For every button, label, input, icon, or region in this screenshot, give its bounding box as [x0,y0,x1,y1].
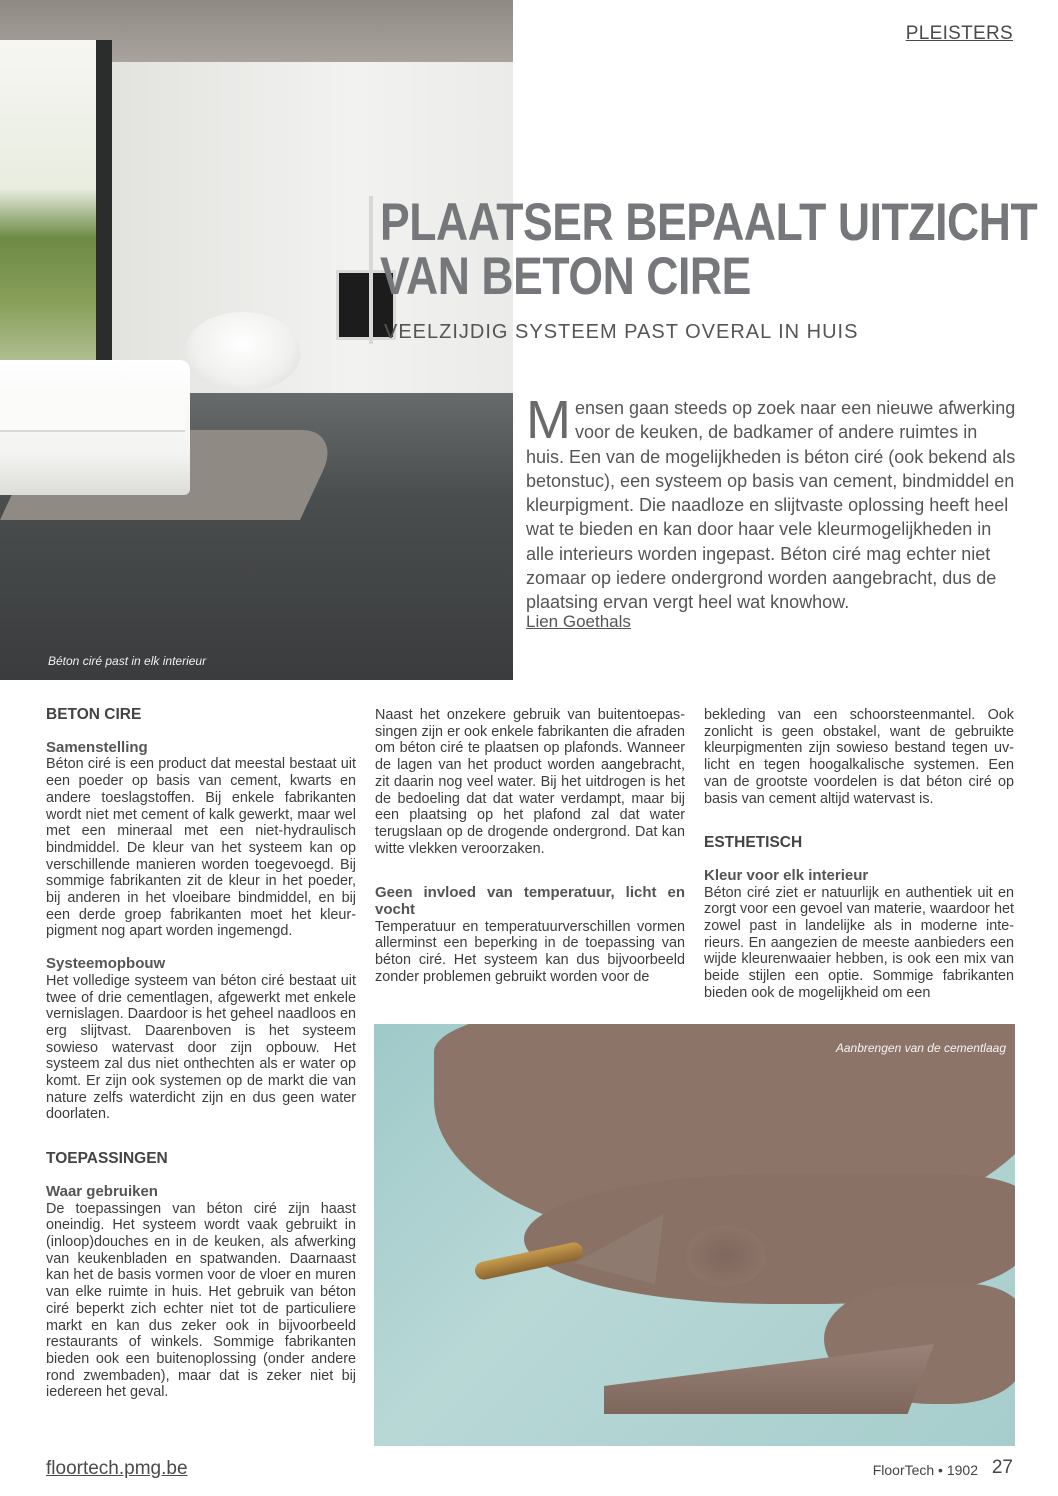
sub-heading: Samenstelling [46,738,148,756]
hero-caption: Béton ciré past in elk interieur [48,654,207,668]
photo-sofa-seat [0,390,185,432]
section-tag[interactable]: PLEISTERS [905,23,1013,44]
body-paragraph: Béton ciré is een product dat meestal bestaat uit een poeder op basis van cement, kwarts en andere toeslagstoffen. Bij enkele fabrikanten wordt niet met cement of kalk gewerkt, maar wel met een mineraal met een niet-hydraulisch bindmiddel. De kleur van het systeem kan op verschillende manieren worden toegevoegd. Bij sommige fabrikanten zit de kleur in het poeder, bij anderen in het vloeibare bindmiddel, en bij een derde groep fabrikanten moet het kleurpigment nog apart worden ingemengd. [46,756,356,940]
sub-heading: Geen invloed van temperatuur, licht en vocht [375,884,685,919]
intro-paragraph [526,390,1016,615]
photo-cement-dollop [686,1226,766,1286]
body-column-2 [375,707,685,986]
photo-window [0,40,110,370]
title-line-1: PLAATSER BEPAALT UITZICHT [380,193,1038,252]
article-title [380,193,1038,306]
photo-window-frame [96,40,112,390]
photo-trowel [604,1344,934,1414]
sub-heading: Waar gebruiken [46,1182,158,1200]
body-paragraph: Béton ciré ziet er natuurlijk en authentiek uit en zorgt voor een gevoel van materie, waardoor het zowel past in landelijke als in moderne interieurs. En aangezien de meeste aanbieders een wijde kleurenwaaier hebben, is ook een mix van beide stijlen een optie. Sommige fabrikanten bieden ook de mogelijkheid om een [704,884,1014,1001]
body-paragraph: bekleding van een schoorsteenmantel. Ook zonlicht is geen obstakel, want de gebruikte kleurpigmenten zijn sowieso bestand tegen uv-licht en tegen hoogalkalische systemen. Een van de grootste voordelen is dat béton ciré op basis van cement altijd watervast is. [704,707,1014,807]
plaster-photo [374,1024,1015,1446]
sub-heading: Kleur voor elk interieur [704,866,869,884]
body-paragraph: De toepassingen van béton ciré zijn haast oneindig. Het systeem wordt vaak gebruikt in (inloop)douches en in de keuken, als afwerking van keukenbladen en spatwanden. Daarnaast kan het de basis vormen voor de vloer en muren van elke ruimte in huis. Het gebruik van béton ciré beperkt zich echter niet tot de particuliere markt en kan dus zeker ook in bijvoorbeeld restaurants of winkels. Sommige fabrikanten bieden ook een buitenoplossing (onder andere rond zwembaden), maar dat is zeker niet bij iedereen het geval. [46,1200,356,1401]
author-byline[interactable]: Lien Goethals [526,612,631,631]
article-subtitle: VEELZIJDIG SYSTEEM PAST OVERAL IN HUIS [384,321,859,343]
section-heading: BETON CIRE [46,706,142,723]
drop-cap: M [526,390,571,450]
body-paragraph: Het volledige systeem van béton ciré bestaat uit twee of drie cementlagen, afgewerkt met enkele vernislagen. Daardoor is het geheel naadloos en erg slijtvast. Daarenboven is het systeem sowieso watervast door zijn opbouw. Het systeem zal dus niet onthechten als er water op komt. Er zijn ook systemen op de markt die van nature zelfs waterdicht zijn en dus geen water doorlaten. [46,972,356,1123]
sub-heading: Systeemopbouw [46,955,166,973]
photo-pouf [185,312,300,390]
footer-magazine-issue: FloorTech • 1902 [872,1462,978,1478]
title-accent-bar [369,196,373,344]
plaster-caption: Aanbrengen van de cementlaag [835,1041,1006,1055]
body-column-3 [704,707,1014,1002]
footer-website-link[interactable]: floortech.pmg.be [46,1458,188,1479]
body-paragraph: Naast het onzekere gebruik van buitentoepassingen zijn er ook enkele fabrikanten die afraden om béton ciré te plaatsen op plafonds. Wanneer de lagen van het product worden aangebracht, zit daarin nog veel water. Bij het uitdrogen is het de bedoeling dat dat water verdampt, maar bij een plaatsing op het plafond zal dat water terugslaan op de drogende ondergrond. Dat kan witte vlekken veroorzaken. [375,707,685,857]
section-heading: TOEPASSINGEN [46,1150,168,1168]
page-number: 27 [991,1457,1013,1478]
body-paragraph: Temperatuur en temperatuurverschillen vormen allerminst een beperking in de toepassing van béton ciré. Het systeem kan dus bijvoorbeeld zonder problemen gebruikt worden voor de [375,918,685,985]
body-column-1 [46,707,356,1401]
section-heading: ESTHETISCH [704,834,803,852]
intro-text: ensen gaan steeds op zoek naar een nieuwe afwerking voor de keuken, de badkamer of andere ruimtes in huis. Een van de mogelijkheden is béton ciré (ook bekend als betonstuc), een systeem op basis van cement, bindmiddel en kleurpigment. Die naadloze en slijtvaste oplossing heeft heel wat te bieden en kan door haar vele kleurmogelijkheden in alle interieurs worden ingepast. Béton ciré mag echter niet zomaar op iedere ondergrond worden aangebracht, dus de plaatsing ervan vergt heel wat knowhow. [526,398,1016,613]
title-line-2: VAN BETON CIRE [380,247,751,306]
